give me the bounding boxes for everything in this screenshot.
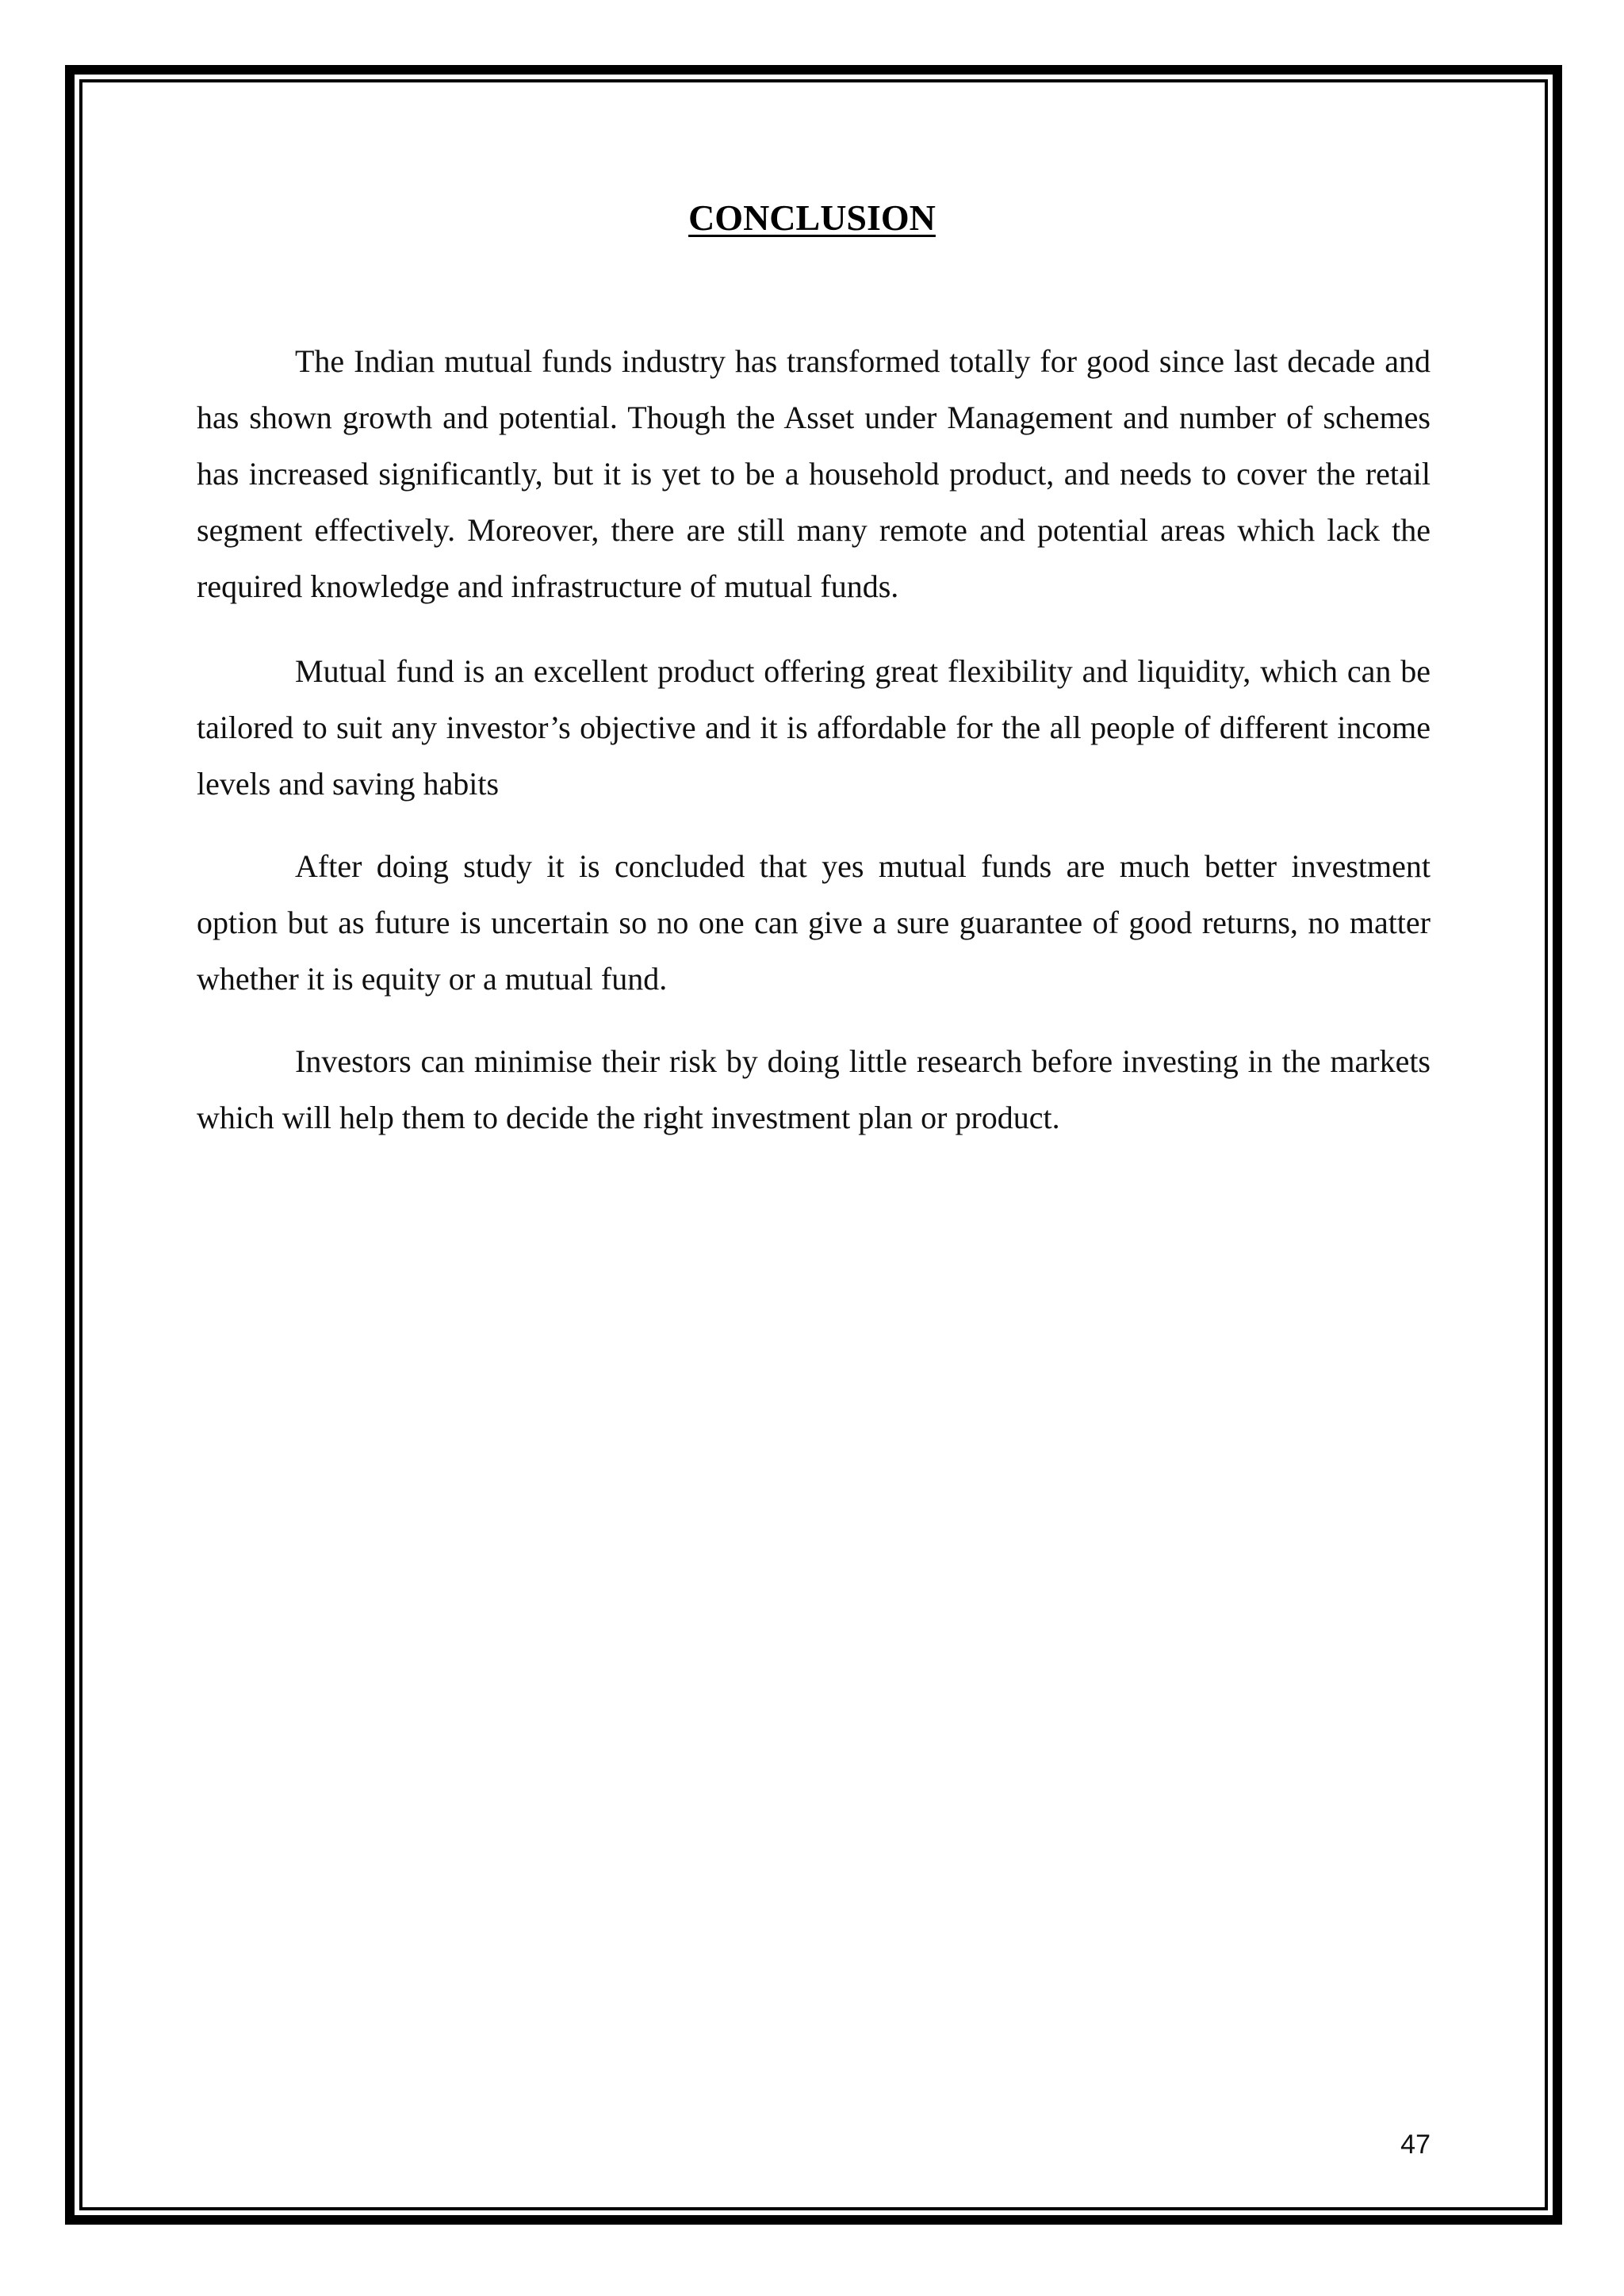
paragraph-3: After doing study it is concluded that yes mutual funds are much better investment option but as future is uncertain so no one can give a sure guarantee of good returns, no matter whether it is equity or a mutual fund.	[197, 848, 1431, 997]
paragraph-2: Mutual fund is an excellent product offering great flexibility and liquidity, which can be tailored to suit any investor’s objective and it is affordable for the all people of different income levels and saving habits	[197, 653, 1431, 802]
paragraph-4: Investors can minimise their risk by doing little research before investing in the markets which will help them to decide the right investment plan or product.	[197, 1043, 1431, 1135]
body-text	[197, 333, 1431, 1146]
page-title: CONCLUSION	[688, 197, 936, 238]
paragraph-1: The Indian mutual funds industry has transformed totally for good since last decade and has shown growth and potential. Though the Asset under Management and number of schemes has increased significantly, but it is yet to be a household product, and needs to cover the retail segment effectively. Moreover, there are still many remote and potential areas which lack the required knowledge and infrastructure of mutual funds.	[197, 343, 1431, 604]
page-number: 47	[1400, 2130, 1431, 2160]
